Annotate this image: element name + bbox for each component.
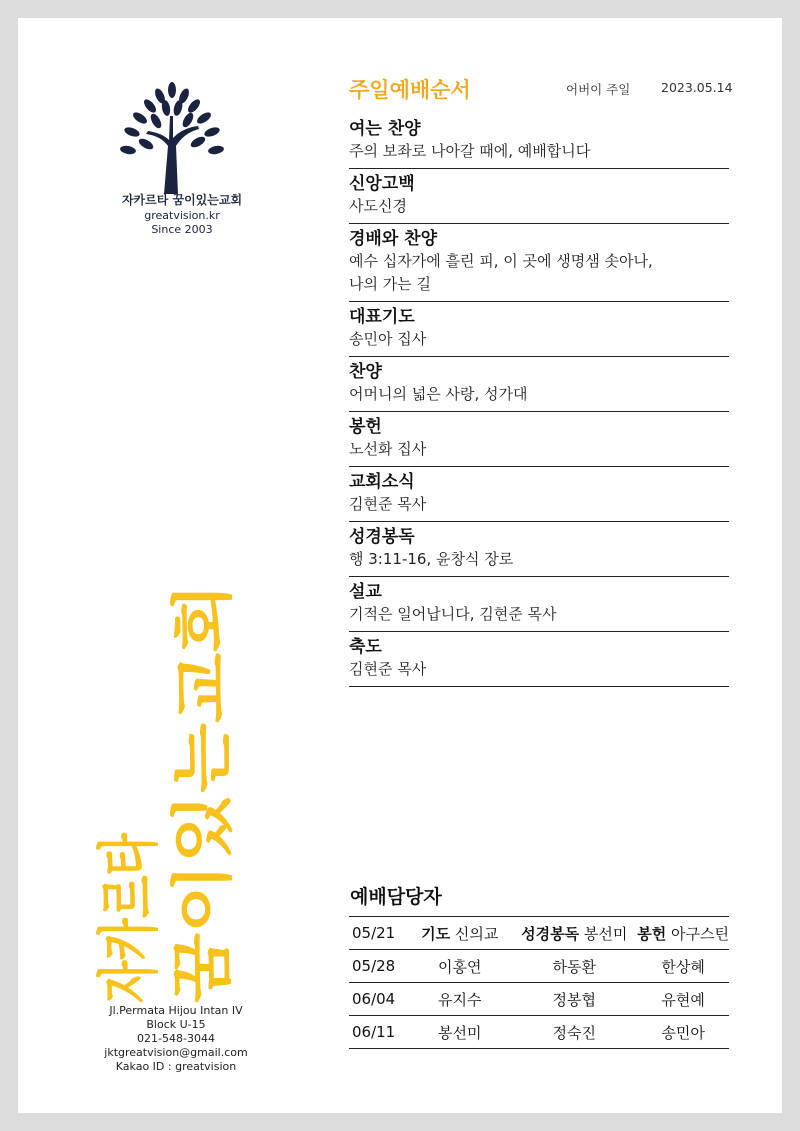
staff-reading: 정봉협 <box>511 983 637 1016</box>
order-item-detail: 김현준 목사 <box>349 495 427 513</box>
order-item-title: 축도 <box>349 637 382 657</box>
order-item-title: 교회소식 <box>349 472 415 492</box>
address-block: Block U-15 <box>146 1018 206 1031</box>
staff-date: 05/28 <box>349 950 408 983</box>
address-email: jktgreatvision@gmail.com <box>104 1046 248 1059</box>
staff-reading: 정숙진 <box>511 1016 637 1049</box>
address-phone: 021-548-3044 <box>137 1032 215 1045</box>
staff-prayer: 이홍연 <box>408 950 511 983</box>
church-name-vertical <box>86 573 246 1013</box>
order-item-detail: 예수 십자가에 흘린 피, 이 곳에 생명샘 솟아나, <box>349 252 653 270</box>
staff-date: 05/21 <box>349 917 408 950</box>
order-item <box>349 412 729 467</box>
church-name-small: 자카르타 꿈이있는교회 <box>121 193 243 207</box>
staff-prayer: 봉선미 <box>408 1016 511 1049</box>
worship-order-list <box>349 114 729 687</box>
order-item-title: 성경봉독 <box>349 527 415 547</box>
order-item <box>349 114 729 169</box>
church-since: Since 2003 <box>151 223 213 236</box>
staff-offering: 송민아 <box>637 1016 729 1049</box>
staff-prayer: 신의교 <box>454 924 499 943</box>
church-address <box>66 1004 286 1074</box>
staff-date: 06/11 <box>349 1016 408 1049</box>
order-item-title: 여는 찬양 <box>349 119 421 139</box>
worship-order-title: 주일예배순서 <box>349 78 471 102</box>
staff-reading-cell <box>511 917 637 950</box>
order-item <box>349 632 729 687</box>
order-item-title: 찬양 <box>349 362 382 382</box>
order-item-detail: 노선화 집사 <box>349 440 427 458</box>
order-item-title: 설교 <box>349 582 382 602</box>
order-item-detail: 김현준 목사 <box>349 660 427 678</box>
order-item-detail: 어머니의 넓은 사랑, 성가대 <box>349 385 528 403</box>
table-row <box>349 1016 729 1049</box>
order-item <box>349 302 729 357</box>
staff-offering: 유현예 <box>637 983 729 1016</box>
prayer-label: 기도 <box>421 924 451 943</box>
staff-reading: 봉선미 <box>583 924 628 943</box>
order-item-detail: 사도신경 <box>349 197 407 215</box>
sunday-label: 어버이 주일 <box>566 82 631 97</box>
reading-label: 성경봉독 <box>521 924 580 943</box>
staff-prayer: 유지수 <box>408 983 511 1016</box>
staff-offering: 한상혜 <box>637 950 729 983</box>
table-row <box>349 983 729 1016</box>
bulletin-page <box>18 18 782 1113</box>
order-item-title: 경배와 찬양 <box>349 229 438 249</box>
order-item <box>349 467 729 522</box>
staff-prayer-cell <box>408 917 511 950</box>
staff-offering-cell <box>637 917 729 950</box>
church-name-line2: 꿈이있는교회 <box>166 643 239 1003</box>
order-item-detail: 행 3:11-16, 윤창식 장로 <box>349 550 514 568</box>
table-row <box>349 917 729 950</box>
order-item <box>349 357 729 412</box>
order-item-detail: 나의 가는 길 <box>349 275 431 293</box>
bulletin-date: 2023.05.14 <box>661 80 733 95</box>
order-item <box>349 577 729 632</box>
order-item <box>349 522 729 577</box>
order-item-title: 신앙고백 <box>349 174 415 194</box>
offering-label: 봉헌 <box>637 924 667 943</box>
order-item-title: 대표기도 <box>349 307 415 327</box>
table-row <box>349 950 729 983</box>
church-website: greatvision.kr <box>144 209 220 222</box>
address-kakao: Kakao ID : greatvision <box>115 1060 237 1073</box>
order-item <box>349 169 729 224</box>
order-item-title: 봉헌 <box>349 417 382 437</box>
order-item-detail: 주의 보좌로 나아갈 때에, 예배합니다 <box>349 142 591 160</box>
order-item-detail: 송민아 집사 <box>349 330 427 348</box>
staff-date: 06/04 <box>349 983 408 1016</box>
staff-reading: 하동환 <box>511 950 637 983</box>
tree-logo-icon <box>106 76 236 196</box>
church-name-line1: 자카르타 <box>92 763 165 1003</box>
address-street: Jl.Permata Hijou Intan IV <box>109 1004 243 1017</box>
order-item-detail: 기적은 일어납니다, 김현준 목사 <box>349 605 557 623</box>
staff-offering: 아구스틴 <box>671 924 729 943</box>
staff-section-title: 예배담당자 <box>350 886 442 908</box>
staff-table <box>349 916 729 1049</box>
order-item <box>349 224 729 302</box>
